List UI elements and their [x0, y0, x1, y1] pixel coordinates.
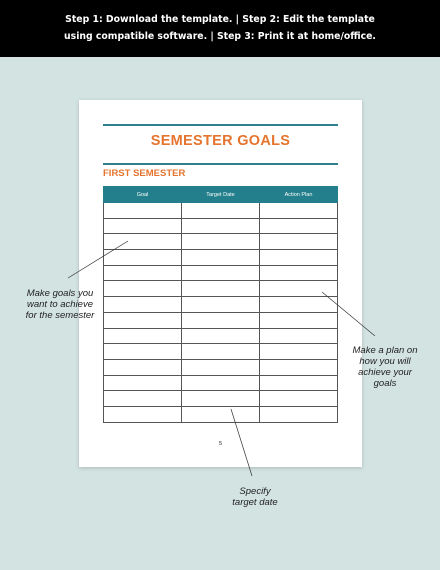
template-page: [79, 100, 362, 467]
action-plan-cell: [260, 234, 338, 250]
goals-table: [103, 186, 338, 423]
callout-plan: [335, 345, 435, 389]
action-plan-cell: [260, 281, 338, 297]
banner-line-2: using compatible software. | Step 3: Print it at home/office.: [64, 31, 376, 42]
column-header-action-plan: Action Plan: [260, 187, 338, 203]
table-row: [104, 203, 338, 219]
callout-date-line-1: Specify: [239, 486, 271, 497]
callout-plan-line-1: Make a plan on: [352, 345, 418, 356]
goal-cell: [104, 250, 182, 266]
callout-date: [205, 486, 305, 508]
action-plan-cell: [260, 328, 338, 344]
goal-cell: [104, 265, 182, 281]
table-row: [104, 328, 338, 344]
table-row: [104, 218, 338, 234]
action-plan-cell: [260, 344, 338, 360]
goal-cell: [104, 297, 182, 313]
goal-cell: [104, 375, 182, 391]
action-plan-cell: [260, 391, 338, 407]
table-row: [104, 344, 338, 360]
table-row: [104, 406, 338, 422]
action-plan-cell: [260, 359, 338, 375]
banner-line-1: Step 1: Download the template. | Step 2: Edit the template: [65, 14, 375, 25]
goal-cell: [104, 281, 182, 297]
column-header-target-date: Target Date: [182, 187, 260, 203]
target-date-cell: [182, 328, 260, 344]
target-date-cell: [182, 391, 260, 407]
callout-goals-line-3: for the semester: [25, 310, 95, 321]
target-date-cell: [182, 344, 260, 360]
table-header-row: [104, 187, 338, 203]
callout-plan-line-2: how you will: [359, 356, 411, 367]
table-row: [104, 359, 338, 375]
table-row: [104, 281, 338, 297]
table-row: [104, 250, 338, 266]
target-date-cell: [182, 297, 260, 313]
table-row: [104, 234, 338, 250]
page-number: 5: [218, 441, 223, 447]
callout-goals-line-2: want to achieve: [26, 299, 93, 310]
target-date-cell: [182, 375, 260, 391]
goal-cell: [104, 344, 182, 360]
target-date-cell: [182, 203, 260, 219]
callout-plan-line-4: goals: [373, 378, 397, 389]
callout-date-line-2: target date: [232, 497, 278, 508]
action-plan-cell: [260, 406, 338, 422]
section-title: FIRST SEMESTER: [103, 168, 186, 179]
table-row: [104, 375, 338, 391]
column-header-goal: Goal: [104, 187, 182, 203]
table-row: [104, 312, 338, 328]
action-plan-cell: [260, 250, 338, 266]
action-plan-cell: [260, 265, 338, 281]
goal-cell: [104, 406, 182, 422]
table-row: [104, 297, 338, 313]
goal-cell: [104, 234, 182, 250]
target-date-cell: [182, 359, 260, 375]
goal-cell: [104, 218, 182, 234]
table-row: [104, 391, 338, 407]
title-rule-bottom: [103, 163, 338, 165]
goal-cell: [104, 391, 182, 407]
target-date-cell: [182, 312, 260, 328]
goal-cell: [104, 203, 182, 219]
table-row: [104, 265, 338, 281]
goal-cell: [104, 312, 182, 328]
table-body: [104, 203, 338, 423]
target-date-cell: [182, 406, 260, 422]
target-date-cell: [182, 265, 260, 281]
target-date-cell: [182, 234, 260, 250]
action-plan-cell: [260, 375, 338, 391]
action-plan-cell: [260, 218, 338, 234]
goal-cell: [104, 328, 182, 344]
instruction-banner: [0, 0, 440, 57]
target-date-cell: [182, 281, 260, 297]
target-date-cell: [182, 218, 260, 234]
action-plan-cell: [260, 297, 338, 313]
action-plan-cell: [260, 203, 338, 219]
callout-plan-line-3: achieve your: [358, 367, 412, 378]
goal-cell: [104, 359, 182, 375]
action-plan-cell: [260, 312, 338, 328]
callout-goals: [10, 288, 110, 321]
document-title: SEMESTER GOALS: [150, 133, 291, 149]
target-date-cell: [182, 250, 260, 266]
title-rule-top: [103, 124, 338, 126]
callout-goals-line-1: Make goals you: [26, 288, 94, 299]
